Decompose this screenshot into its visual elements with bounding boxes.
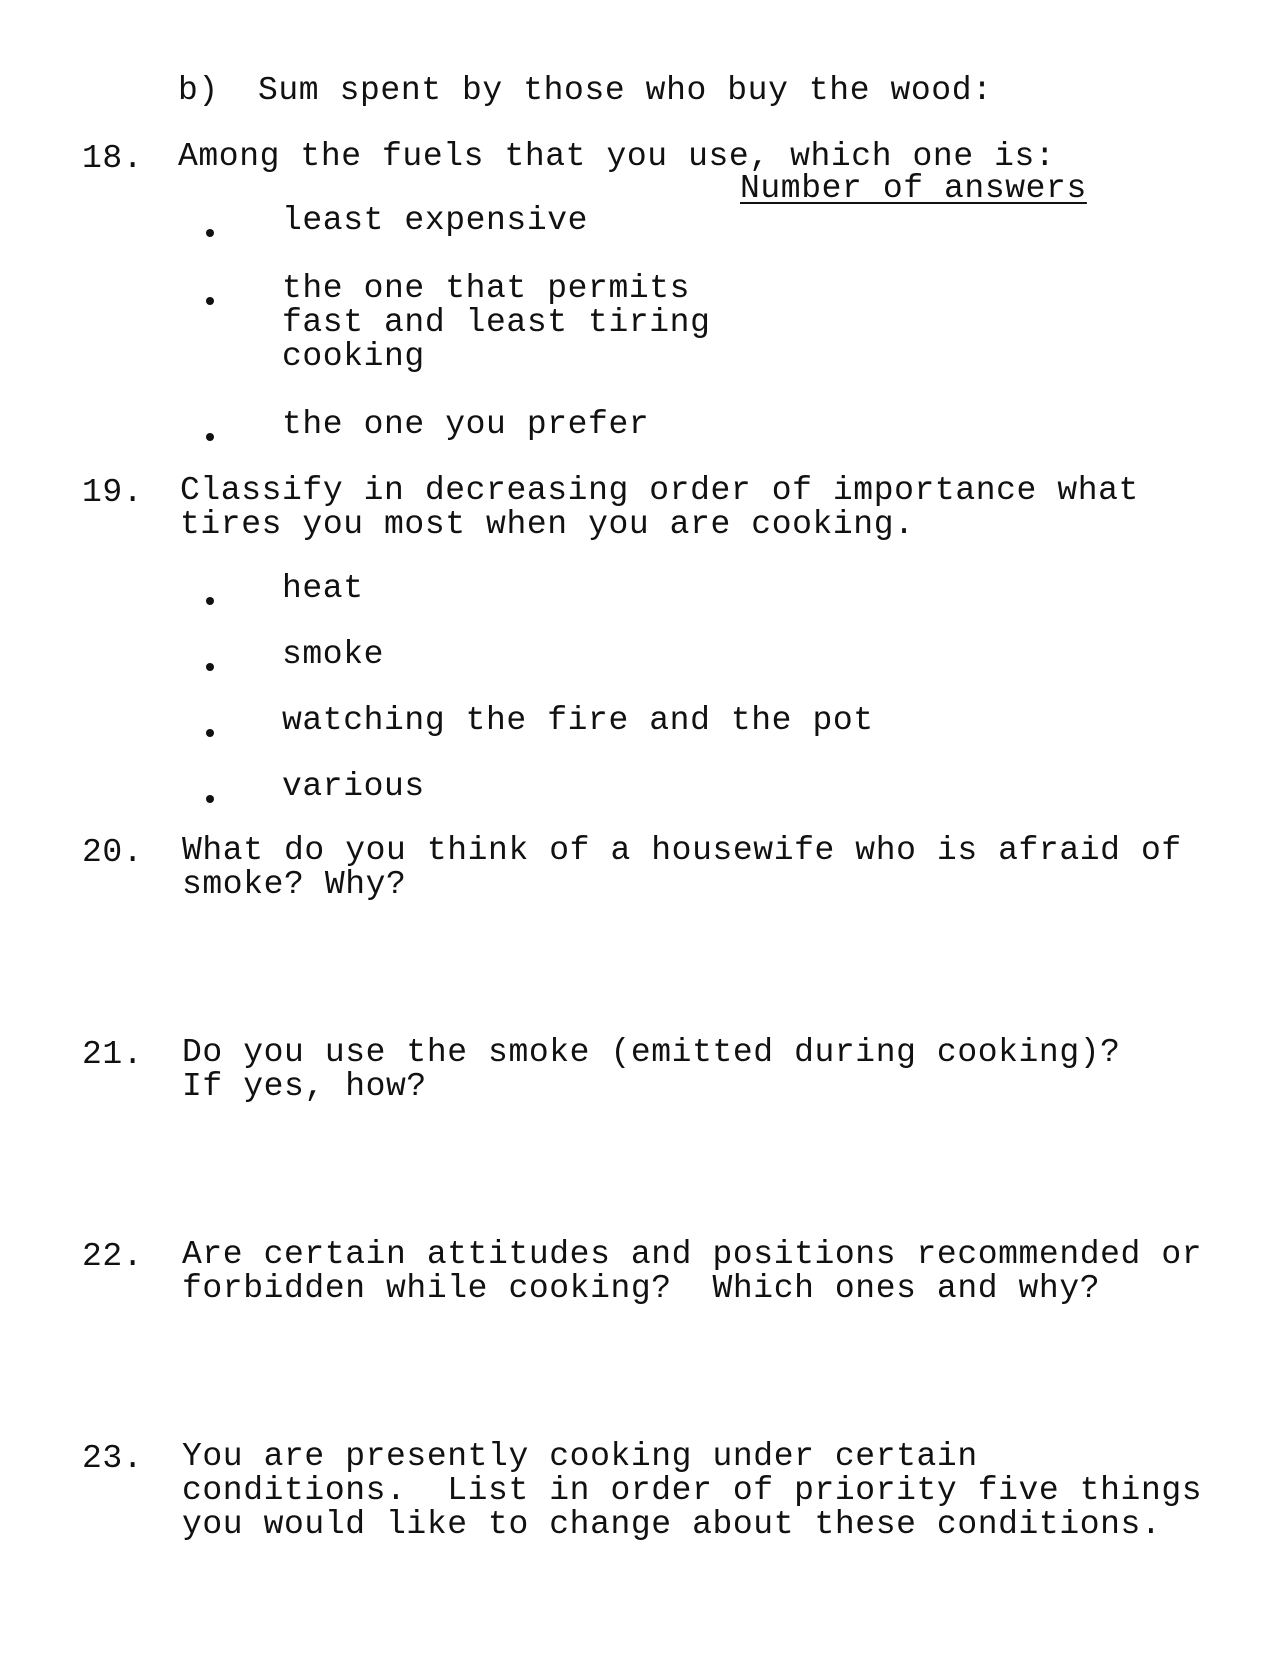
bullet-icon: [206, 229, 214, 237]
q18-option-fast-cooking: the one that permits fast and least tiring cooking: [282, 270, 711, 375]
sub-item-text-b: Sum spent by those who buy the wood:: [258, 72, 993, 109]
question-text-21: Do you use the smoke (emitted during cooking)? If yes, how?: [182, 1034, 1121, 1105]
sub-item-label-b: b): [178, 72, 219, 109]
bullet-icon: [206, 597, 214, 605]
bullet-icon: [206, 663, 214, 671]
number-of-answers-header: Number of answers: [740, 170, 1087, 207]
question-text-23: You are presently cooking under certain conditions. List in order of priority five things you would like to change about these conditions.: [182, 1438, 1203, 1543]
bullet-icon: [206, 297, 214, 305]
bullet-icon: [206, 729, 214, 737]
question-text-19: Classify in decreasing order of importance what tires you most when you are cooking.: [180, 472, 1139, 543]
question-number-18: 18.: [82, 140, 144, 177]
question-number-20: 20.: [82, 834, 144, 871]
q19-option-heat: heat: [282, 570, 364, 607]
q19-option-smoke: smoke: [282, 636, 385, 673]
q18-option-preferred: the one you prefer: [282, 406, 650, 443]
question-text-20: What do you think of a housewife who is afraid of smoke? Why?: [182, 832, 1182, 903]
question-number-23: 23.: [82, 1440, 144, 1477]
question-number-19: 19.: [82, 474, 144, 511]
question-number-21: 21.: [82, 1036, 144, 1073]
question-text-22: Are certain attitudes and positions recommended or forbidden while cooking? Which ones and why?: [182, 1236, 1203, 1307]
question-number-22: 22.: [82, 1238, 144, 1275]
question-text-18: Among the fuels that you use, which one is:: [178, 138, 1056, 175]
q19-option-various: various: [282, 768, 425, 805]
bullet-icon: [206, 795, 214, 803]
q19-option-watching: watching the fire and the pot: [282, 702, 874, 739]
q18-option-least-expensive: least expensive: [282, 202, 589, 239]
bullet-icon: [206, 433, 214, 441]
